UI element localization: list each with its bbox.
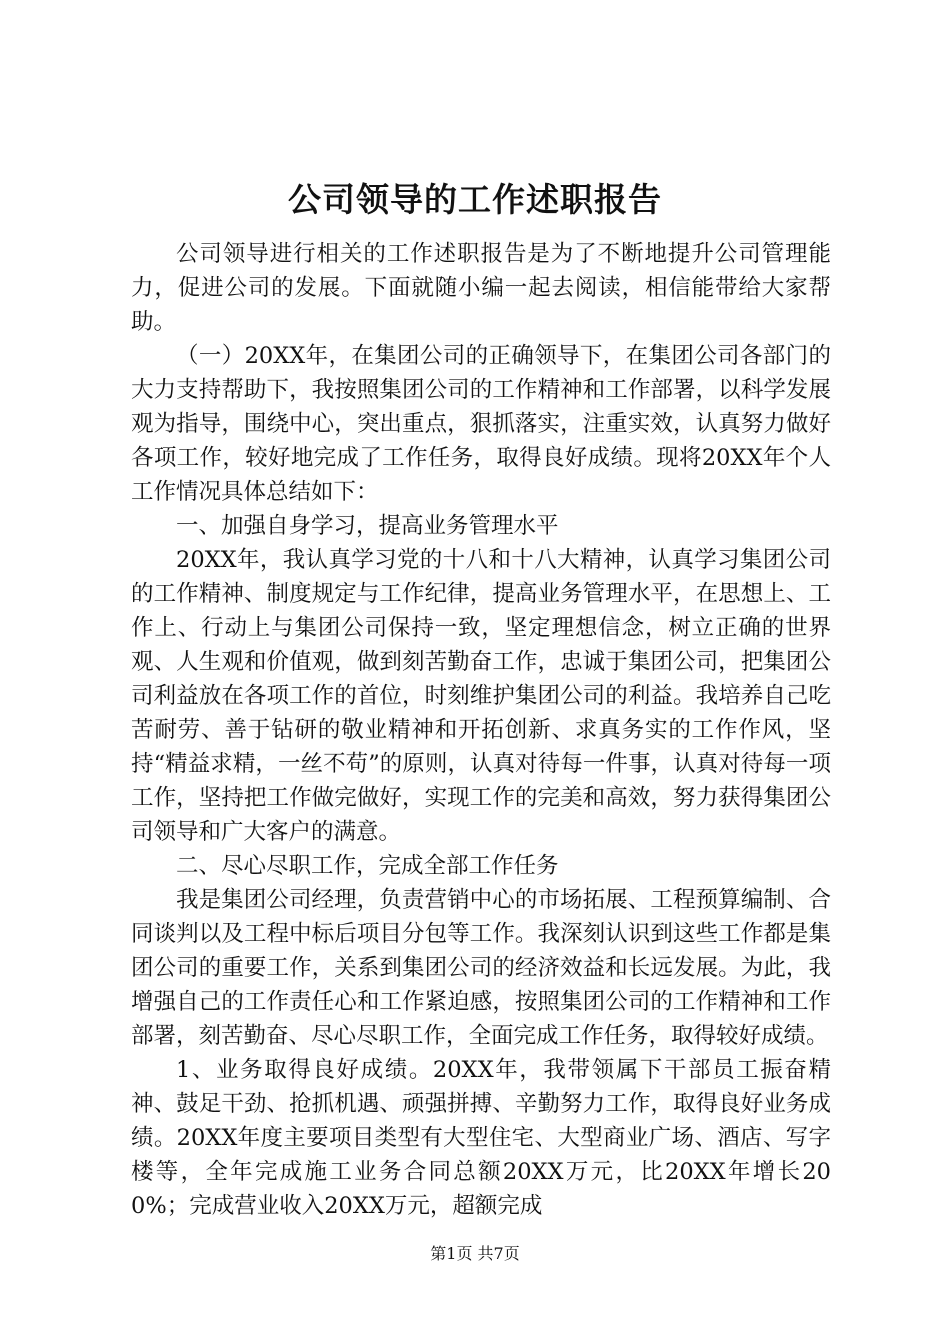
document-title: 公司领导的工作述职报告 [288,180,662,219]
page-number-footer: 第1页 共7页 [430,1244,520,1263]
business-paragraph: 1、业务取得良好成绩。20XX年，我带领属下干部员工振奋精神、鼓足干劲、抢抓机遇、顽强拼搏、辛勤努力工作，取得良好业务成绩。20XX年度主要项目类型有大型住宅、大型商业广场、酒店、写字楼等，全年完成施工业务合同总额20XX万元，比20XX年增长200%；完成营业收入20XX万元，超额完成 [131,1057,831,1219]
summary-paragraph: （一）20XX年，在集团公司的正确领导下，在集团公司各部门的大力支持帮助下，我按照集团公司的工作精神和工作部署，以科学发展观为指导，围绕中心，突出重点，狠抓落实，注重实效，认真努力做好各项工作，较好地完成了工作任务，取得良好成绩。现将20XX年个人工作情况具体总结如下： [131,343,831,505]
study-paragraph: 20XX年，我认真学习党的十八和十八大精神，认真学习集团公司的工作精神、制度规定与工作纪律，提高业务管理水平，在思想上、工作上、行动上与集团公司保持一致，坚定理想信念，树立正确的世界观、人生观和价值观，做到刻苦勤奋工作，忠诚于集团公司，把集团公司利益放在各项工作的首位，时刻维护集团公司的利益。我培养自己吃苦耐劳、善于钻研的敬业精神和开拓创新、求真务实的工作作风，坚持“精益求精，一丝不苟”的原则，认真对待每一件事，认真对待每一项工作，坚持把工作做完做好，实现工作的完美和高效，努力获得集团公司领导和广大客户的满意。 [131,547,831,845]
duty-paragraph: 我是集团公司经理，负责营销中心的市场拓展、工程预算编制、合同谈判以及工程中标后项目分包等工作。我深刻认识到这些工作都是集团公司的重要工作，关系到集团公司的经济效益和长远发展。为此，我增强自己的工作责任心和工作紧迫感，按照集团公司的工作精神和工作部署，刻苦勤奋、尽心尽职工作，全面完成工作任务，取得较好成绩。 [131,887,831,1049]
section-heading-duty: 二、尽心尽职工作，完成全部工作任务 [176,853,559,879]
document-body [131,237,831,1223]
intro-paragraph: 公司领导进行相关的工作述职报告是为了不断地提升公司管理能力，促进公司的发展。下面就随小编一起去阅读，相信能带给大家帮助。 [131,241,831,335]
section-heading-study: 一、加强自身学习，提高业务管理水平 [176,513,559,539]
